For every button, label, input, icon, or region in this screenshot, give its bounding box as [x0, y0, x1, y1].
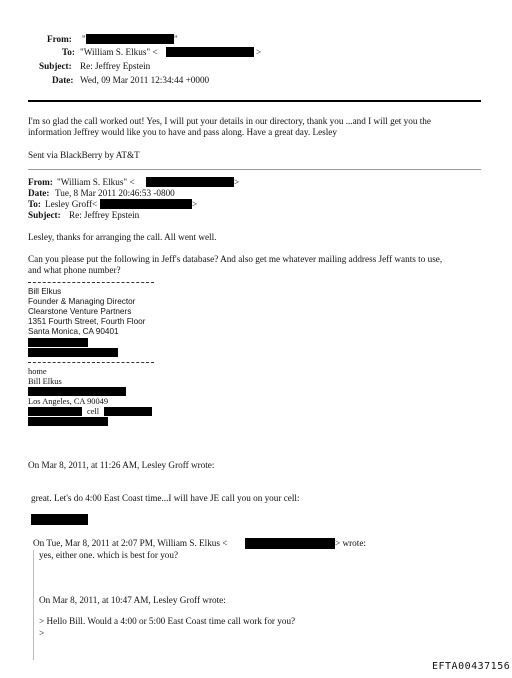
quoted-to-label: To: [28, 199, 41, 209]
redaction [166, 47, 254, 57]
redaction [100, 199, 192, 209]
redaction [28, 338, 88, 347]
redaction [104, 407, 152, 416]
document-id: EFTA00437156 [432, 661, 511, 672]
quoted-to-value: Lesley Groff< [45, 199, 98, 209]
header-from-prefix: " [82, 34, 86, 44]
elkus-message-line-3: and what phone number? [28, 265, 121, 275]
quoted-from-value: "William S. Elkus" < [57, 177, 135, 187]
home-city: Los Angeles, CA 90049 [28, 397, 109, 406]
header-to-value: "William S. Elkus" < [80, 47, 158, 57]
signature-title: Founder & Managing Director [28, 297, 136, 306]
quoted-from-suffix: > [234, 177, 240, 187]
groff-2-intro: On Mar 8, 2011, at 10:47 AM, Lesley Groff wrote: [39, 595, 226, 605]
redaction [245, 538, 335, 549]
header-to-suffix: > [256, 47, 262, 57]
header-from-suffix: " [174, 34, 178, 44]
redaction [28, 407, 82, 416]
elkus-1-intro: On Tue, Mar 8, 2011 at 2:07 PM, William S. Elkus < [33, 538, 228, 548]
redaction [28, 417, 108, 426]
quote-divider [28, 169, 481, 170]
elkus-message-line-1: Lesley, thanks for arranging the call. All went well. [28, 232, 217, 242]
header-to-label: To: [62, 47, 75, 57]
reply-line-1: I'm so glad the call worked out! Yes, I will put your details in our directory, thank you ...and I will get you the [28, 116, 431, 126]
elkus-1-suffix: > wrote: [335, 538, 366, 548]
home-divider [28, 362, 154, 363]
quoted-subject-label: Subject: [28, 210, 61, 220]
reply-line-2: information Jeffrey would like you to have and pass along. Have a great day. Lesley [28, 127, 337, 137]
home-label: home [28, 367, 47, 376]
elkus-message-line-2: Can you please put the following in Jeff's database? And also get me whatever mailing address Jeff wants to use, [28, 254, 443, 264]
redaction [28, 387, 126, 396]
sent-via: Sent via BlackBerry by AT&T [28, 150, 140, 160]
redaction [86, 34, 174, 44]
home-cell-label: cell [87, 407, 100, 416]
signature-company: Clearstone Venture Partners [28, 307, 132, 316]
quoted-to-suffix: > [192, 199, 198, 209]
redaction [146, 177, 234, 187]
header-date-label: Date: [52, 75, 74, 85]
redaction [31, 514, 88, 525]
header-from-label: From: [47, 34, 72, 44]
quoted-date-label: Date: [28, 188, 50, 198]
header-date-value: Wed, 09 Mar 2011 12:34:44 +0000 [80, 75, 210, 85]
signature-divider [28, 282, 154, 283]
signature-city: Santa Monica, CA 90401 [28, 327, 119, 336]
quoted-from-label: From: [28, 177, 53, 187]
signature-address: 1351 Fourth Street, Fourth Floor [28, 317, 146, 326]
groff-2-body: > Hello Bill. Would a 4:00 or 5:00 East Coast time call work for you? [39, 616, 296, 626]
signature-name: Bill Elkus [28, 287, 62, 296]
quoted-date-value: Tue, 8 Mar 2011 20:46:53 -0800 [55, 188, 175, 198]
quoted-subject-value: Re: Jeffrey Epstein [69, 210, 140, 220]
groff-2-tail: > [39, 628, 45, 638]
groff-1-body: great. Let's do 4:00 East Coast time...I will have JE call you on your cell: [31, 493, 300, 503]
elkus-1-body: yes, either one. which is best for you? [39, 550, 179, 560]
quote-bar [33, 550, 34, 660]
groff-1-intro: On Mar 8, 2011, at 11:26 AM, Lesley Groff wrote: [28, 460, 215, 470]
header-subject-value: Re: Jeffrey Epstein [80, 61, 151, 71]
home-name: Bill Elkus [28, 377, 62, 386]
header-subject-label: Subject: [39, 61, 72, 71]
header-divider [28, 100, 481, 102]
redaction [28, 348, 118, 357]
